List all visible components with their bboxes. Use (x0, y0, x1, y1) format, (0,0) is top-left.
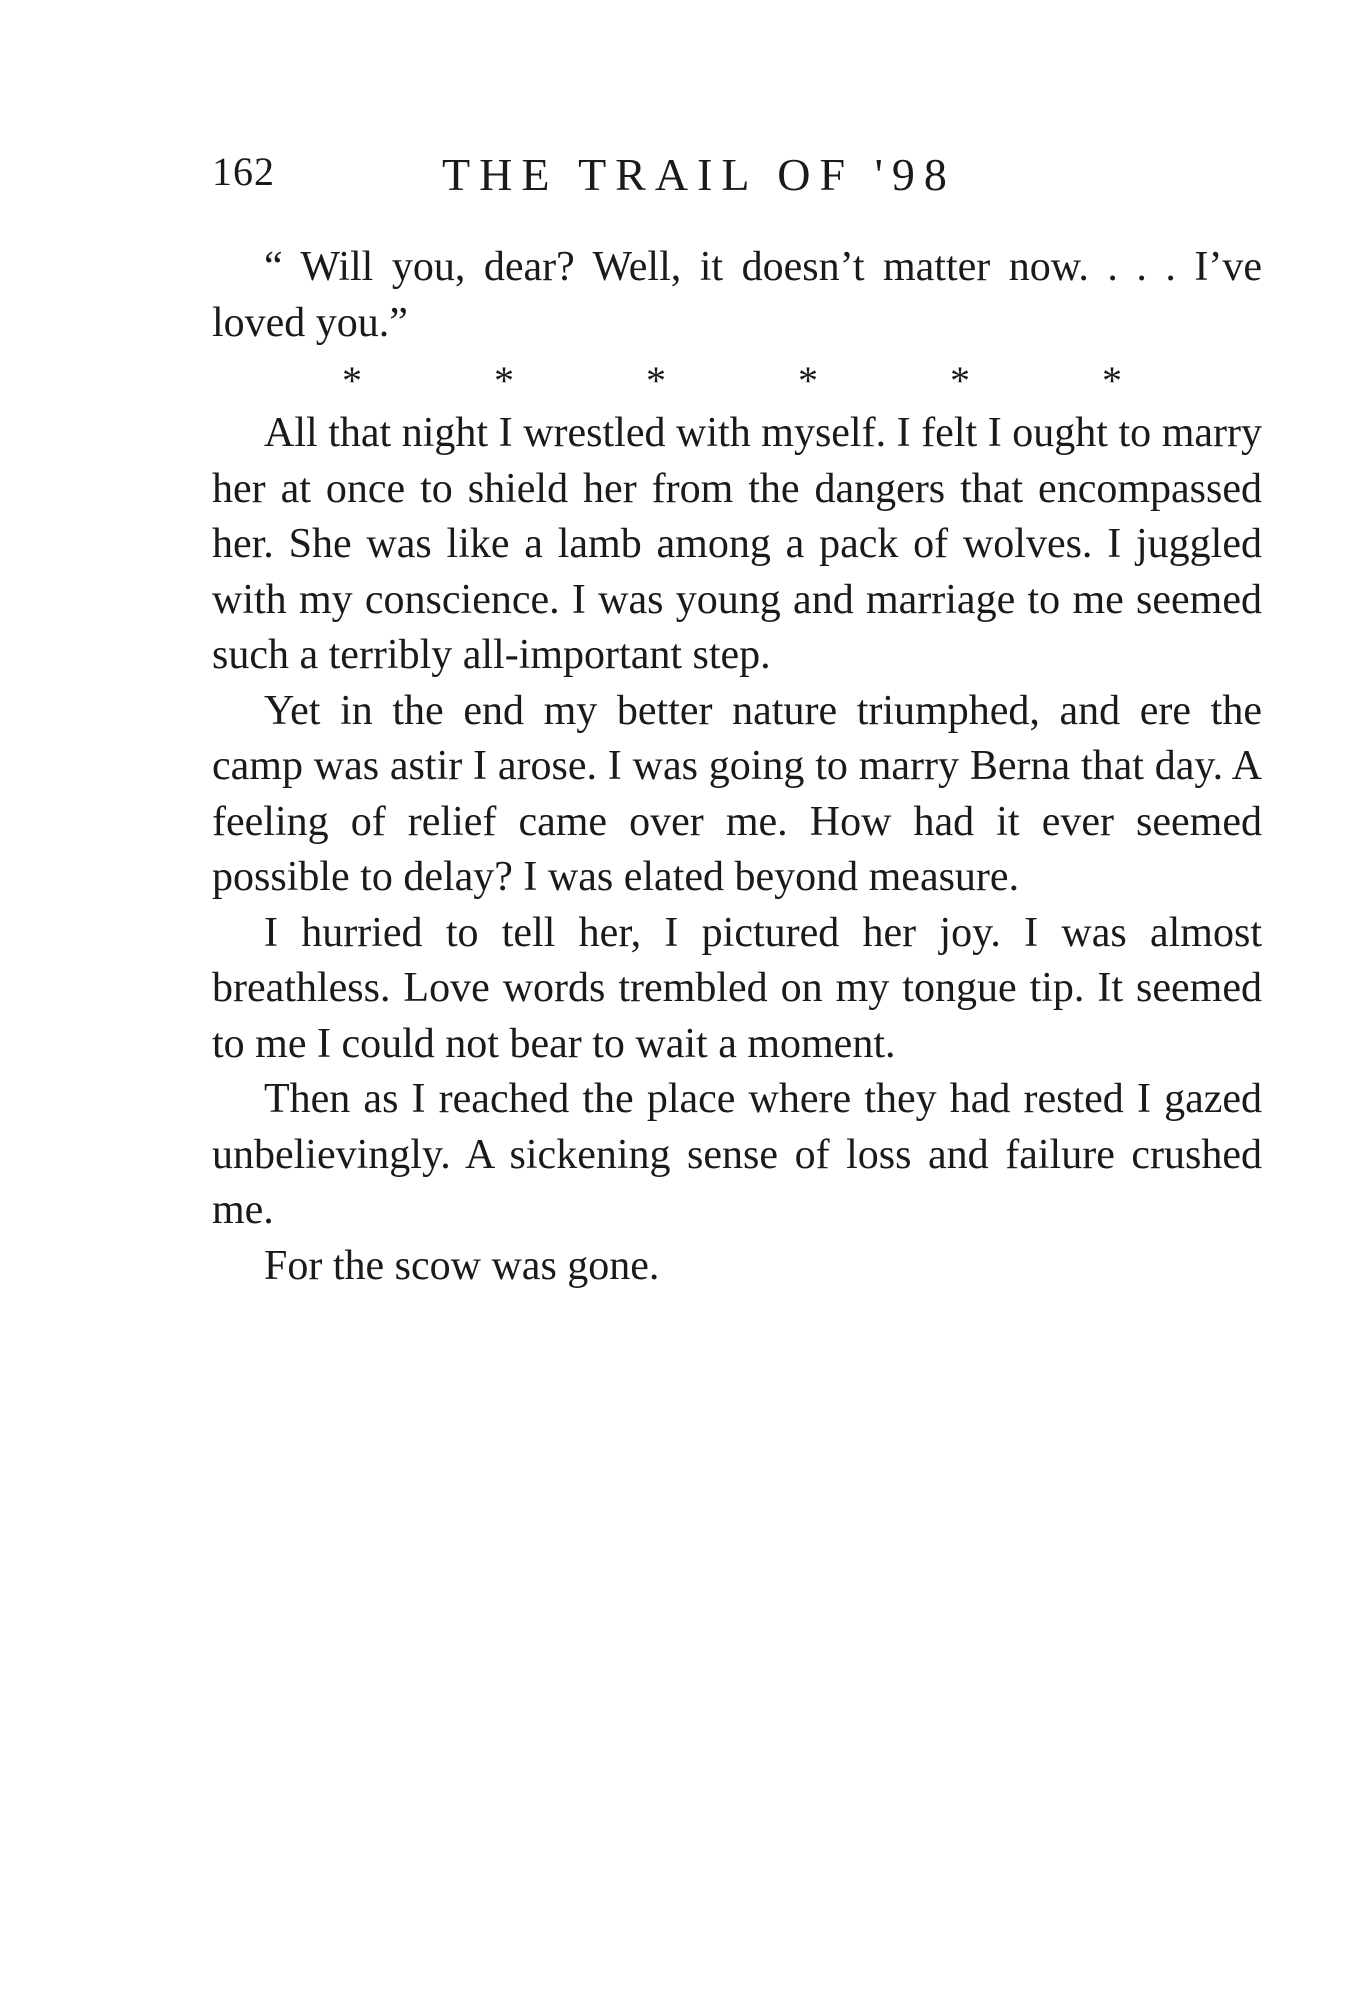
paragraph-4: I hurried to tell her, I pictured her joy. I was almost breathless. Love words trembled on my tongue tip. It seemed to me I could not bear to wait a moment. (212, 909, 1262, 1067)
running-head (212, 148, 1262, 208)
paragraph-6: For the scow was gone. (264, 1242, 660, 1289)
section-break (342, 351, 1122, 406)
section-break-star: * (342, 358, 362, 403)
paragraph-3: Yet in the end my better nature triumphed, and ere the camp was astir I arose. I was going to marry Berna that day. A feeling of relief came over me. How had it ever seemed possible to delay? I was elated beyond measure. (212, 687, 1262, 900)
paragraph-5: Then as I reached the place where they had rested I gazed unbelievingly. A sickening sense of loss and failure crushed me. (212, 1076, 1262, 1233)
section-break-star: * (646, 358, 666, 403)
body-text (212, 240, 1262, 1294)
section-break-star: * (1102, 358, 1122, 403)
paragraph-1: “ Will you, dear? Well, it doesn’t matter now. . . . I’ve loved you.” (212, 244, 1262, 346)
section-break-star: * (494, 358, 514, 403)
section-break-star: * (798, 358, 818, 403)
paragraph-2: All that night I wrestled with myself. I felt I ought to marry her at once to shield her from the dangers that encompassed her. She was like a lamb among a pack of wolves. I juggled with my conscience. I was young and marriage to me seemed such a terribly all-important step. (212, 410, 1262, 678)
running-title: THE TRAIL OF '98 (442, 149, 956, 200)
section-break-star: * (950, 358, 970, 403)
page-number: 162 (212, 149, 275, 194)
